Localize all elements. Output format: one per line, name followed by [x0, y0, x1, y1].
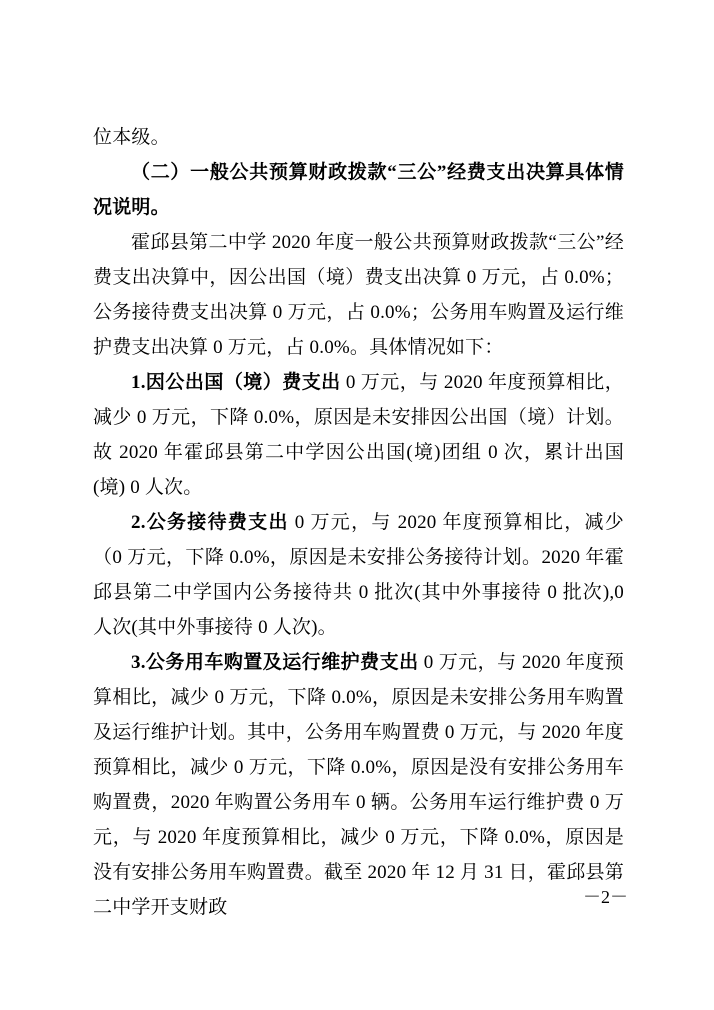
item-3-paragraph [93, 645, 624, 925]
continuation-text: 位本级。 [93, 127, 170, 148]
item-2-lead: 2.公务接待费支出 [131, 512, 289, 533]
document-body [93, 120, 624, 925]
item-3-lead: 3.公务用车购置及运行维护费支出 [131, 652, 419, 673]
section-heading: （二）一般公共预算财政拨款“三公”经费支出决算具体情况说明。 [93, 162, 624, 218]
item-1-lead: 1.因公出国（境）费支出 [131, 372, 341, 393]
item-2-body: 0 万元，与 2020 年度预算相比，减少（0 万元，下降 0.0%，原因是未安排公务接待计划。2020 年霍邱县第二中学国内公务接待共 0 批次(其中外事接待 0 批次),0 人次(其中外事接待 0 人次)。 [93, 512, 624, 638]
item-2-paragraph [93, 505, 624, 645]
item-1-body: 0 万元，与 2020 年度预算相比，减少 0 万元，下降 0.0%，原因是未安排因公出国（境）计划。故 2020 年霍邱县第二中学因公出国(境)团组 0 次，累计出国(境) 0 人次。 [93, 372, 624, 498]
item-3-body: 0 万元，与 2020 年度预算相比，减少 0 万元，下降 0.0%，原因是未安排公务用车购置及运行维护计划。其中，公务用车购置费 0 万元，与 2020 年度预算相比，减少 0 万元，下降 0.0%，原因是没有安排公务用车购置费，2020 年购置公务用车 0 辆。公务用车运行维护费 0 万元，与 2020 年度预算相比，减少 0 万元，下降 0.0%，原因是没有安排公务用车购置费。截至 2020 年 12 月 31 日，霍邱县第二中学开支财政 [93, 652, 625, 918]
item-1-paragraph [93, 365, 624, 505]
page-number: －2－ [583, 887, 628, 907]
intro-paragraph: 霍邱县第二中学 2020 年度一般公共预算财政拨款“三公”经费支出决算中，因公出国（境）费支出决算 0 万元，占 0.0%；公务接待费支出决算 0 万元，占 0.0%；公务用车购置及运行维护费支出决算 0 万元，占 0.0%。具体情况如下： [93, 232, 624, 358]
